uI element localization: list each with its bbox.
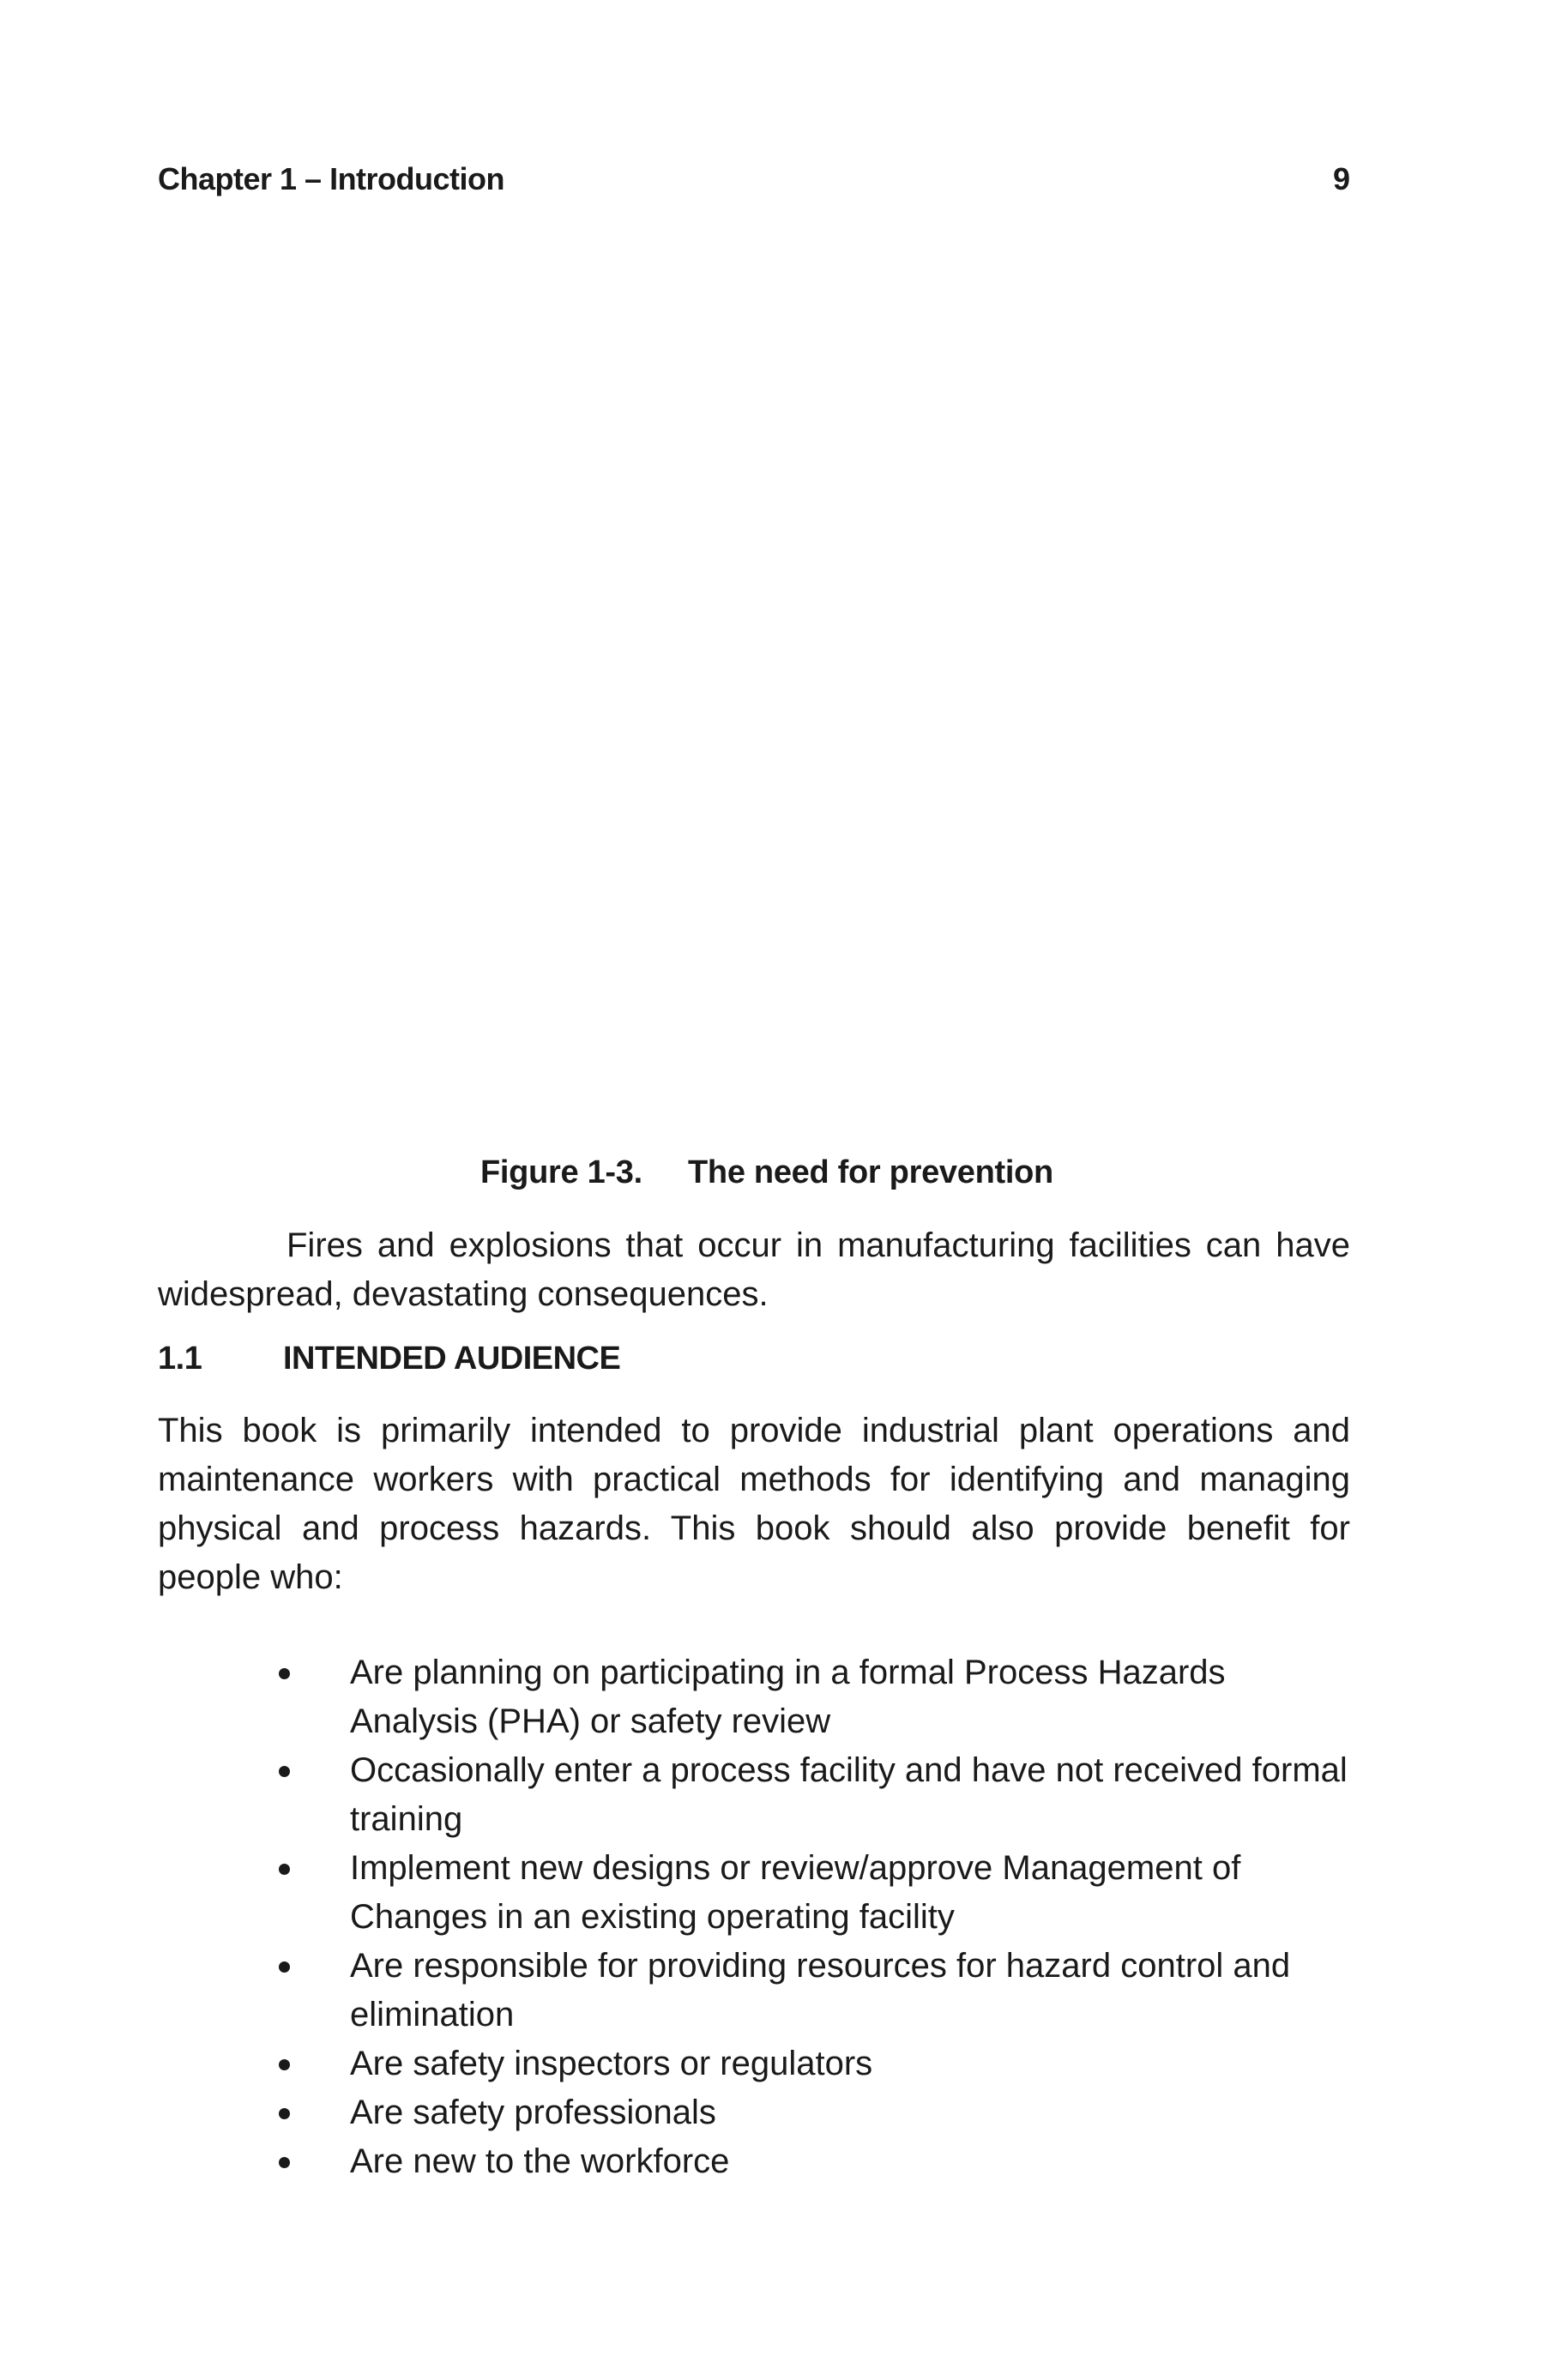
list-item — [279, 2137, 1360, 2186]
audience-bullet-list — [279, 1648, 1360, 2186]
bullet-icon — [279, 2157, 290, 2168]
intro-paragraph: Fires and explosions that occur in manufacturing facilities can have widespread, devastating consequences. — [158, 1226, 1350, 1313]
list-item — [279, 1648, 1360, 1746]
list-item-text: Are planning on participating in a formal Process Hazards Analysis (PHA) or safety review — [350, 1654, 1226, 1740]
bullet-icon — [279, 1961, 290, 1973]
figure-number: Figure 1-3. — [480, 1154, 642, 1190]
running-header — [158, 161, 1350, 202]
list-item-text: Occasionally enter a process facility and have not received formal training — [350, 1751, 1348, 1838]
list-item — [279, 2088, 1360, 2137]
list-item-text: Are safety inspectors or regulators — [350, 2045, 873, 2082]
list-item-text: Are responsible for providing resources for hazard control and elimination — [350, 1947, 1291, 2034]
bullet-icon — [279, 1668, 290, 1679]
bullet-icon — [279, 1766, 290, 1777]
chapter-title: Chapter 1 – Introduction — [158, 161, 505, 196]
section-title: INTENDED AUDIENCE — [283, 1341, 621, 1377]
list-item — [279, 1746, 1360, 1844]
list-item — [279, 2040, 1360, 2088]
bullet-icon — [279, 2108, 290, 2119]
list-item-text: Are new to the workforce — [350, 2142, 730, 2180]
section-heading — [158, 1341, 620, 1377]
section-number: 1.1 — [158, 1341, 202, 1377]
list-item-text: Implement new designs or review/approve Management of Changes in an existing operating facility — [350, 1849, 1241, 1936]
bullet-icon — [279, 2059, 290, 2070]
list-item-text: Are safety professionals — [350, 2094, 716, 2131]
list-item — [279, 1844, 1360, 1942]
figure-title: The need for prevention — [688, 1154, 1053, 1190]
figure-image-area — [158, 257, 1350, 1132]
list-item — [279, 1942, 1360, 2040]
audience-paragraph: This book is primarily intended to provide industrial plant operations and maintenance workers with practical methods for identifying and managing physical and process hazards. This book should also provide benefit for people who: — [158, 1412, 1350, 1596]
bullet-icon — [279, 1864, 290, 1875]
figure-caption — [480, 1154, 1053, 1191]
page-number: 9 — [1332, 161, 1350, 196]
